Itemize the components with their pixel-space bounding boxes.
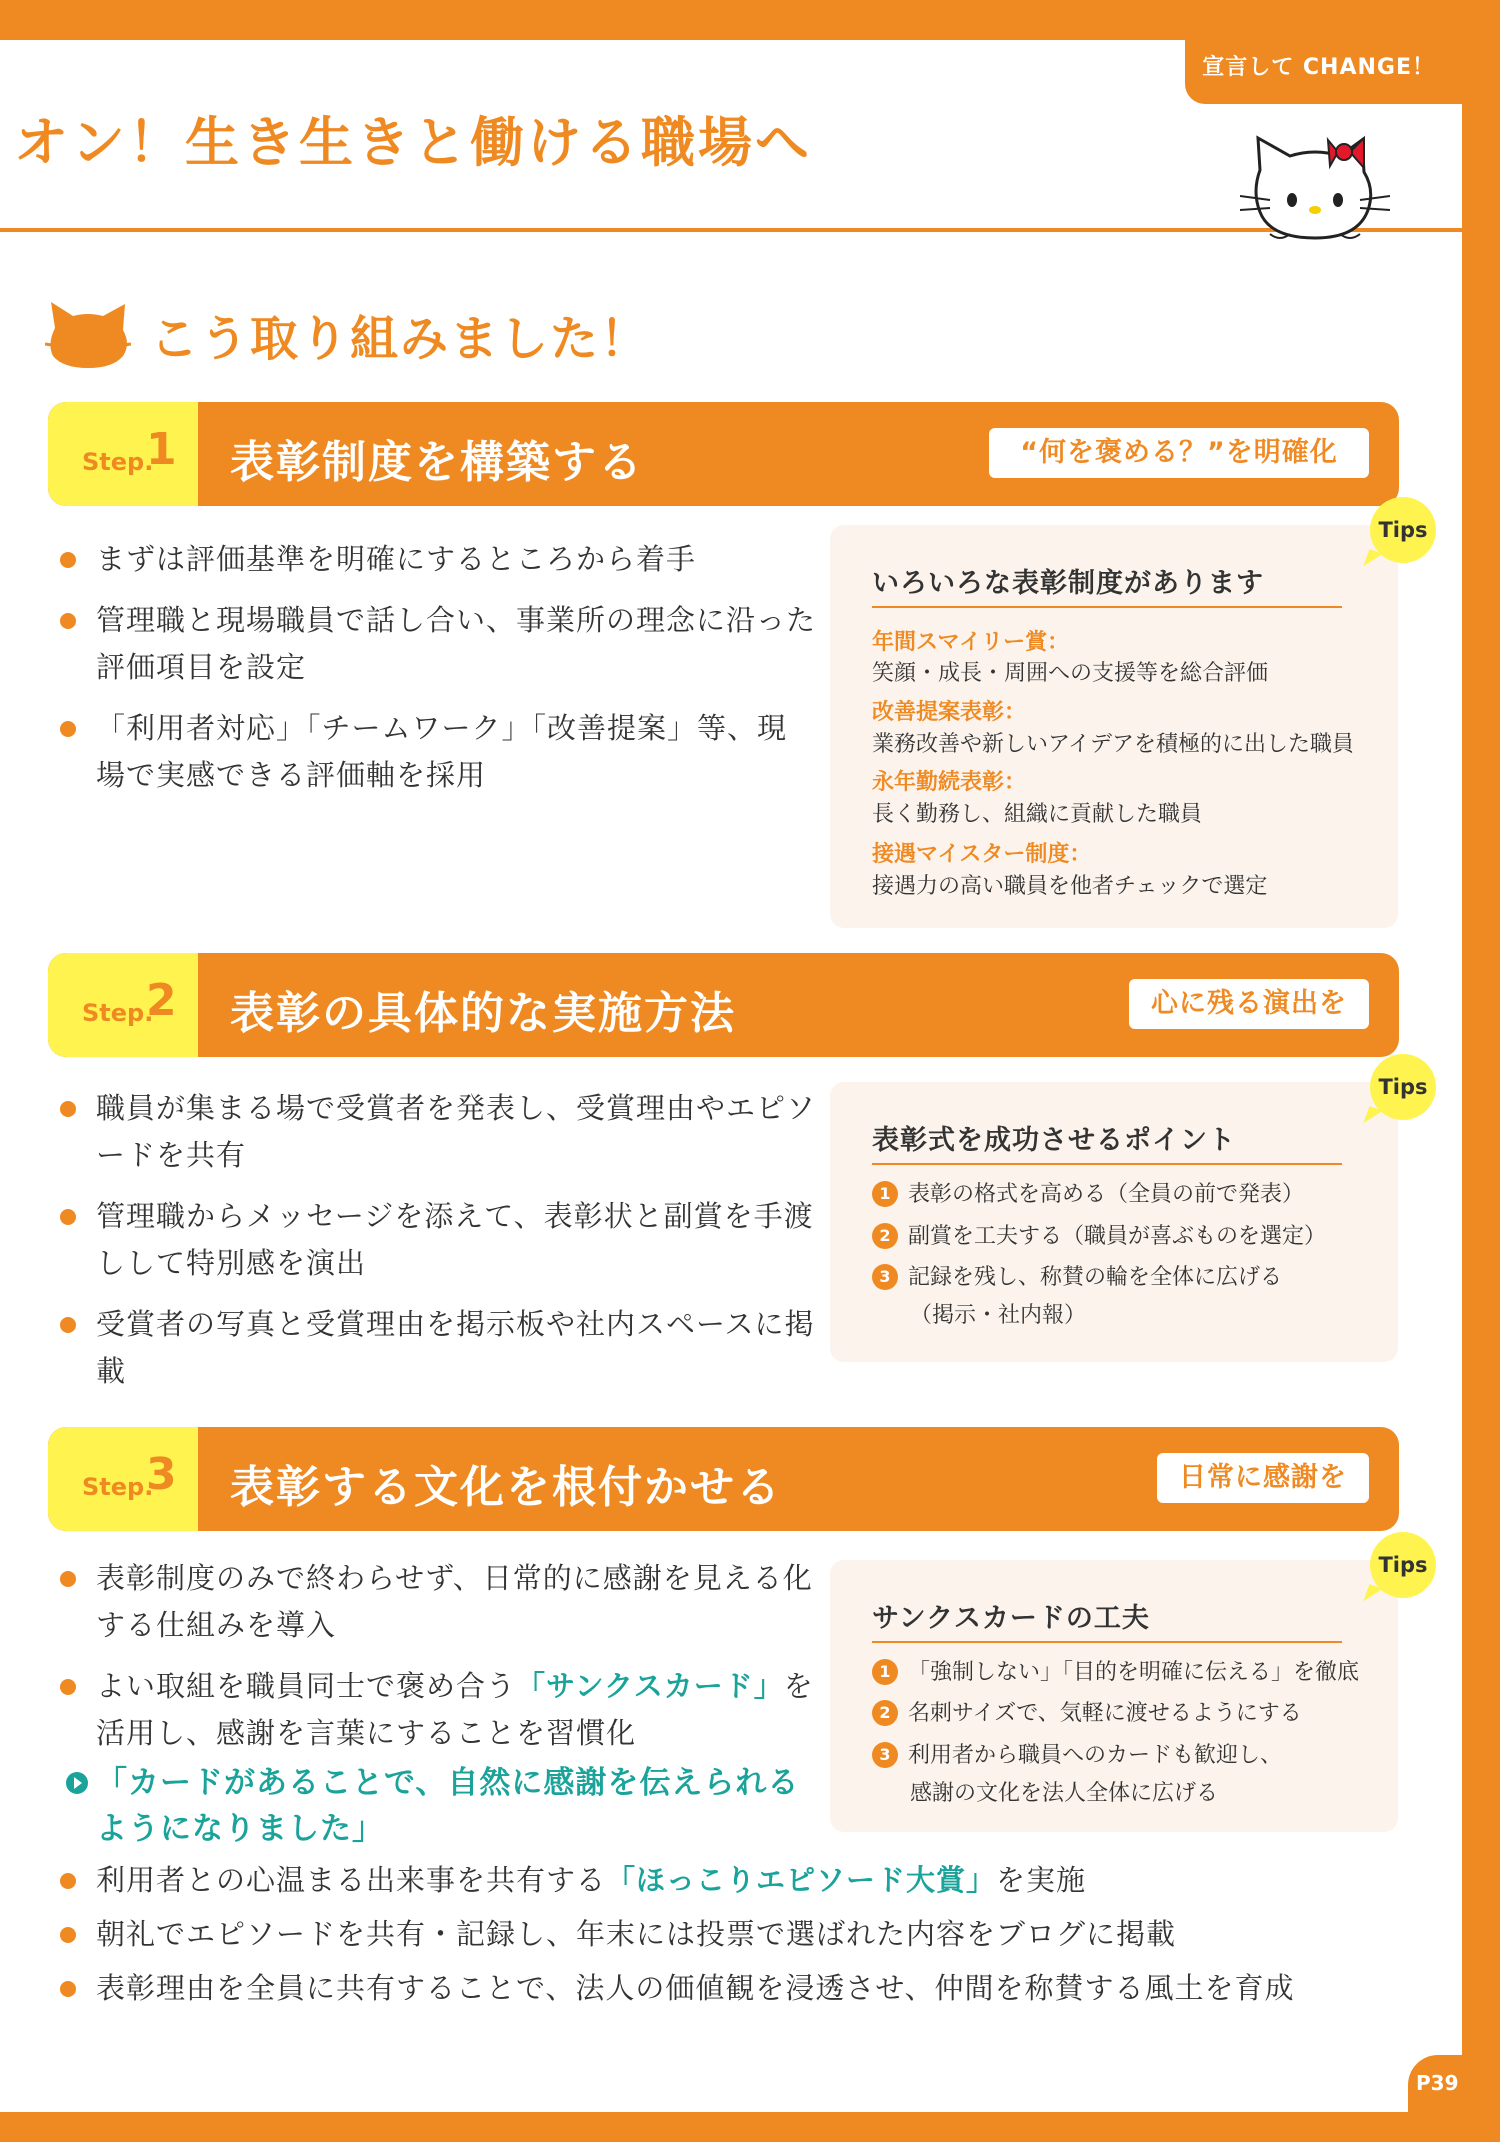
- step-word: Step.: [82, 999, 154, 1027]
- step-3-label: [48, 1427, 198, 1531]
- step-number: 1: [146, 424, 177, 475]
- step-2-label: [48, 953, 198, 1057]
- frame-top-bar: [0, 0, 1500, 40]
- step-word: Step.: [82, 1473, 154, 1501]
- tip-item-continuation: 感謝の文化を法人全体に広げる: [910, 1781, 1219, 1806]
- corner-tag-text: 宣言して CHANGE！: [1202, 55, 1435, 80]
- tip-numbered-item: 3 利用者から職員へのカードも歓迎し、: [872, 1739, 1282, 1773]
- list-item: まずは評価基準を明確にするところから着手: [56, 536, 816, 583]
- tips-title: いろいろな表彰制度があります: [872, 568, 1264, 599]
- step-1-bar: [48, 402, 1399, 506]
- step-2-title: 表彰の具体的な実施方法: [230, 988, 736, 1039]
- bullet-dot-icon: [60, 1679, 76, 1695]
- number-badge: 2: [872, 1700, 898, 1726]
- step-2-tag: 心に残る演出を: [1129, 979, 1369, 1029]
- bullet-dot-icon: [60, 1981, 76, 1997]
- page-title: オン！生き生きと働ける職場へ: [14, 111, 812, 174]
- list-item: 管理職からメッセージを添えて、表彰状と副賞を手渡しして特別感を演出: [56, 1193, 816, 1287]
- kitty-mascot-icon: [1240, 130, 1390, 250]
- frame-right-bar: [1462, 0, 1500, 2142]
- bullet-dot-icon: [60, 1317, 76, 1333]
- tip-numbered-item: 2 名刺サイズで、気軽に渡せるようにする: [872, 1697, 1302, 1731]
- tip-text: 笑顔・成長・周囲への支援等を総合評価: [872, 661, 1269, 686]
- list-item: 表彰制度のみで終わらせず、日常的に感謝を見える化する仕組みを導入: [56, 1555, 816, 1649]
- tip-numbered-item: 2 副賞を工夫する（職員が喜ぶものを選定）: [872, 1220, 1326, 1254]
- tips-divider: [872, 1163, 1342, 1165]
- tip-heading: 接遇マイスター制度：: [872, 842, 1092, 867]
- corner-tab: [1185, 40, 1463, 104]
- tips-badge: Tips: [1370, 1532, 1436, 1598]
- list-item: よい取組を職員同士で褒め合う「サンクスカード」を活用し、感謝を言葉にすることを習慣化: [56, 1663, 816, 1757]
- step-3-tag: 日常に感謝を: [1157, 1453, 1369, 1503]
- list-item: 表彰理由を全員に共有することで、法人の価値観を浸透させ、仲間を称賛する風土を育成: [56, 1968, 1456, 2008]
- frame-bottom-bar: [0, 2112, 1500, 2142]
- number-badge: 2: [872, 1223, 898, 1249]
- step-number: 3: [146, 1449, 177, 1500]
- bottom-bullet-list: [56, 1860, 1456, 2022]
- number-badge: 3: [872, 1264, 898, 1290]
- page-number: P39: [1416, 2071, 1459, 2095]
- cat-head-icon: [45, 300, 131, 370]
- step-3-title: 表彰する文化を根付かせる: [230, 1462, 782, 1513]
- step-2-bullet-list: [56, 1085, 816, 1409]
- bullet-dot-icon: [60, 1101, 76, 1117]
- tip-heading: 年間スマイリー賞：: [872, 630, 1070, 655]
- list-item: 朝礼でエピソードを共有・記録し、年末には投票で選ばれた内容をブログに掲載: [56, 1914, 1456, 1954]
- tip-text: 接遇力の高い職員を他者チェックで選定: [872, 874, 1268, 899]
- tip-heading: 改善提案表彰：: [872, 700, 1027, 725]
- tips-title: 表彰式を成功させるポイント: [872, 1125, 1236, 1156]
- list-item: 職員が集まる場で受賞者を発表し、受賞理由やエピソードを共有: [56, 1085, 816, 1179]
- section-heading: こう取り組みました！: [150, 311, 651, 367]
- bullet-dot-icon: [60, 1873, 76, 1889]
- highlight-episode-award: 「ほっこりエピソード大賞」: [606, 1863, 997, 1897]
- step-2-bar: [48, 953, 1399, 1057]
- step-1-tips-box: [830, 518, 1428, 928]
- tip-text: 長く勤務し、組織に貢献した職員: [872, 802, 1203, 827]
- step-word: Step.: [82, 448, 154, 476]
- tips-divider: [872, 1641, 1342, 1643]
- number-badge: 1: [872, 1659, 898, 1685]
- list-item: 管理職と現場職員で話し合い、事業所の理念に沿った評価項目を設定: [56, 597, 816, 691]
- tips-divider: [872, 606, 1342, 608]
- step-3-bar: [48, 1427, 1399, 1531]
- step-1-label: [48, 402, 198, 506]
- arrow-right-icon: [66, 1772, 88, 1794]
- tip-numbered-item: 1 「強制しない」「目的を明確に伝える」を徹底: [872, 1656, 1359, 1690]
- step-1-tag: “何を褒める？”を明確化: [989, 428, 1369, 478]
- list-item: 利用者との心温まる出来事を共有する「ほっこりエピソード大賞」を実施: [56, 1860, 1456, 1900]
- tip-item-continuation: （掲示・社内報）: [910, 1303, 1087, 1328]
- highlight-thanks-card: 「サンクスカード」: [516, 1669, 784, 1703]
- step-3-tips-box: [830, 1553, 1428, 1832]
- list-item: 「利用者対応」「チームワーク」「改善提案」等、現場で実感できる評価軸を採用: [56, 705, 816, 799]
- step-1-title: 表彰制度を構築する: [230, 437, 644, 488]
- bullet-dot-icon: [60, 1927, 76, 1943]
- tip-text: 業務改善や新しいアイデアを積極的に出した職員: [872, 732, 1355, 757]
- tips-badge: Tips: [1370, 497, 1436, 563]
- bullet-dot-icon: [60, 552, 76, 568]
- number-badge: 3: [872, 1742, 898, 1768]
- tips-title: サンクスカードの工夫: [872, 1603, 1150, 1634]
- step-1-bullet-list: [56, 536, 816, 813]
- number-badge: 1: [872, 1181, 898, 1207]
- step-number: 2: [146, 975, 177, 1026]
- bullet-dot-icon: [60, 1209, 76, 1225]
- list-item: 受賞者の写真と受賞理由を掲示板や社内スペースに掲載: [56, 1301, 816, 1395]
- step-2-tips-box: [830, 1075, 1428, 1362]
- staff-quote: 「カードがあることで、自然に感謝を伝えられるようになりました」: [96, 1760, 816, 1852]
- step-3-bullet-list: [56, 1555, 816, 1771]
- tip-numbered-item: 1 表彰の格式を高める（全員の前で発表）: [872, 1178, 1304, 1212]
- tip-heading: 永年勤続表彰：: [872, 770, 1027, 795]
- bullet-dot-icon: [60, 721, 76, 737]
- bullet-dot-icon: [60, 1571, 76, 1587]
- bullet-dot-icon: [60, 613, 76, 629]
- tips-badge: Tips: [1370, 1054, 1436, 1120]
- page-number-badge: [1408, 2055, 1468, 2112]
- tip-numbered-item: 3 記録を残し、称賛の輪を全体に広げる: [872, 1261, 1282, 1295]
